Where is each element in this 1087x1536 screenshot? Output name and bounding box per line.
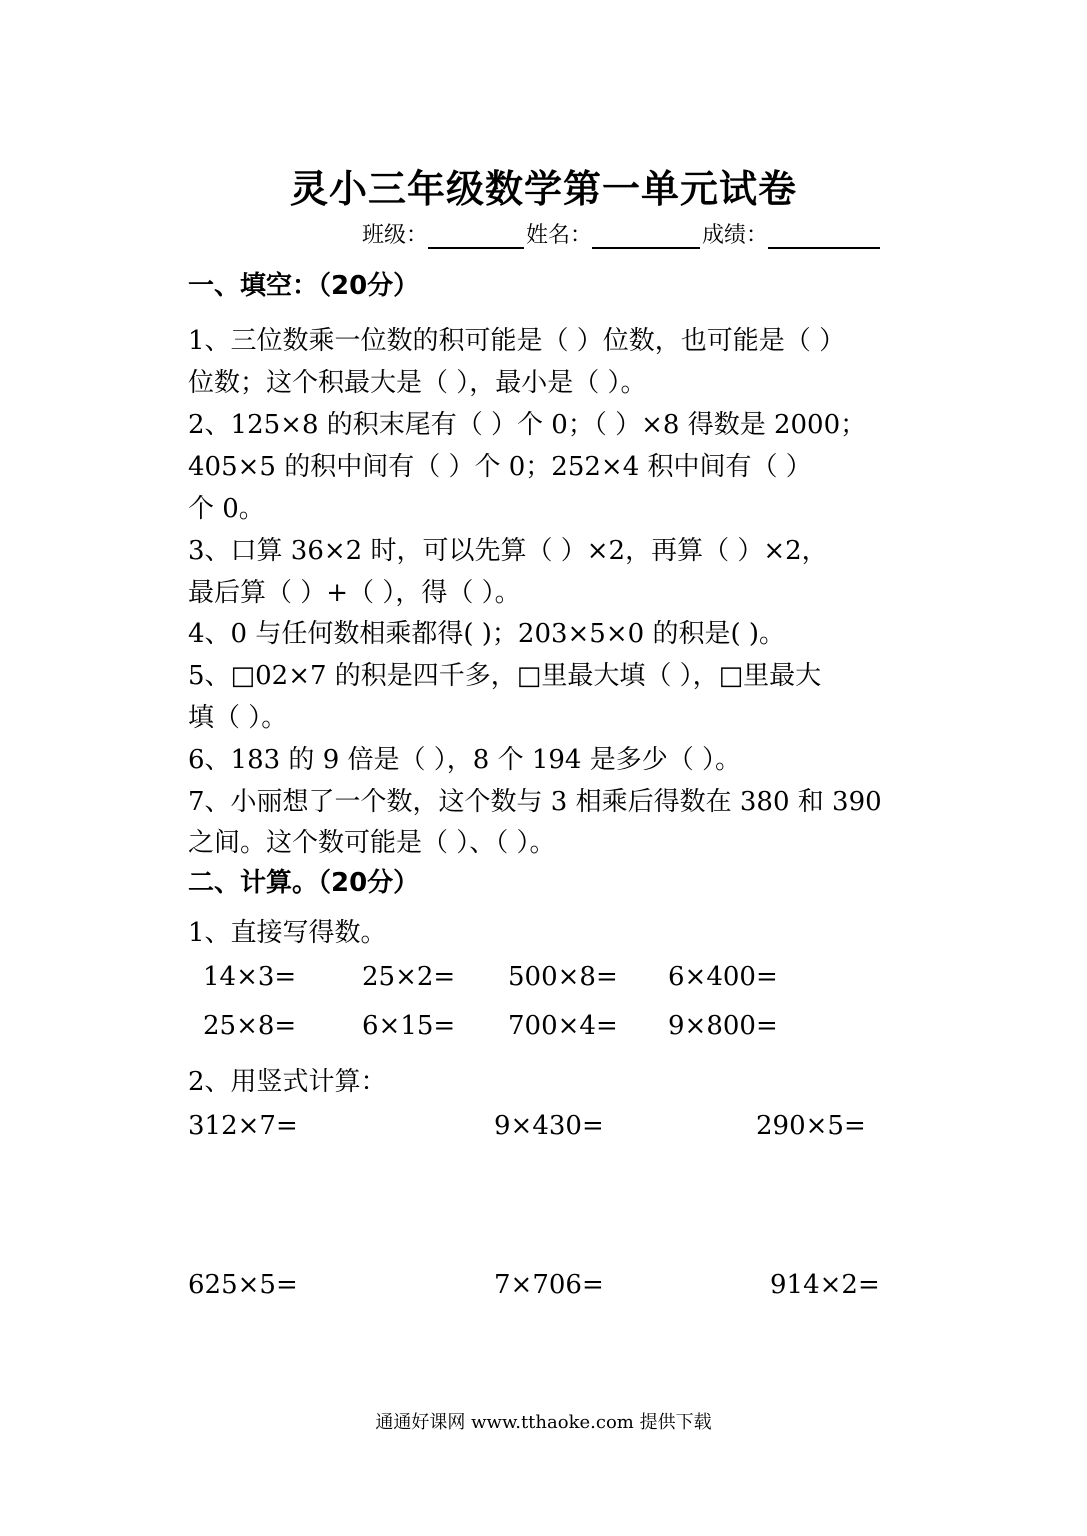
vertical-problem: 9×430= xyxy=(494,1111,604,1141)
question-line: 个 0。 xyxy=(188,494,265,524)
question-line: 1、三位数乘一位数的积可能是（ ）位数，也可能是（ ） xyxy=(188,326,846,356)
score-label: 成绩： xyxy=(702,223,769,248)
question-line: 4、0 与任何数相乘都得( )；203×5×0 的积是( )。 xyxy=(188,619,785,649)
question-line: 填（ ）。 xyxy=(188,703,288,733)
oral-problem: 14×3= xyxy=(203,962,297,992)
oral-problem: 500×8= xyxy=(508,962,618,992)
student-info xyxy=(362,218,882,249)
name-blank[interactable] xyxy=(592,225,700,249)
vertical-problem: 625×5= xyxy=(188,1270,298,1300)
question-line: 5、□02×7 的积是四千多，□里最大填（ ），□里最大 xyxy=(188,661,822,691)
page-title: 灵小三年级数学第一单元试卷 xyxy=(289,167,797,211)
question-line: 最后算（ ）+（ ），得（ ）。 xyxy=(188,578,521,608)
oral-problem: 9×800= xyxy=(668,1011,778,1041)
section-fill-blank-heading: 一、填空：（20分） xyxy=(188,271,420,301)
question-line: 2、125×8 的积末尾有（ ）个 0；（ ）×8 得数是 2000； xyxy=(188,410,867,440)
question-line: 3、口算 36×2 时，可以先算（ ）×2，再算（ ）×2， xyxy=(188,536,828,566)
oral-problem: 6×15= xyxy=(362,1011,456,1041)
score-blank[interactable] xyxy=(768,225,880,249)
name-label: 姓名： xyxy=(526,223,593,248)
question-line: 6、183 的 9 倍是（ ），8 个 194 是多少（ ）。 xyxy=(188,745,741,775)
question-line: 之间。这个数可能是（ ）、（ ）。 xyxy=(188,828,556,858)
vertical-problem: 914×2= xyxy=(770,1270,880,1300)
class-label: 班级： xyxy=(362,223,429,248)
question-line: 405×5 的积中间有（ ）个 0；252×4 积中间有（ ） xyxy=(188,452,812,482)
footer-source-text: 通通好课网 www.tthaoke.com 提供下载 xyxy=(375,1412,712,1433)
vertical-problem: 312×7= xyxy=(188,1111,298,1141)
oral-problem: 25×2= xyxy=(362,962,456,992)
question-line: 7、小丽想了一个数，这个数与 3 相乘后得数在 380 和 390 xyxy=(188,787,882,817)
question-line: 位数；这个积最大是（ ），最小是（ ）。 xyxy=(188,368,647,398)
subsection-vertical-heading: 2、用竖式计算： xyxy=(188,1067,387,1097)
vertical-problem: 7×706= xyxy=(494,1270,604,1300)
oral-problem: 25×8= xyxy=(203,1011,297,1041)
subsection-oral-heading: 1、直接写得数。 xyxy=(188,918,387,948)
oral-problem: 6×400= xyxy=(668,962,778,992)
section-calculation-heading: 二、计算。（20分） xyxy=(188,868,420,898)
vertical-problem: 290×5= xyxy=(756,1111,866,1141)
class-blank[interactable] xyxy=(428,225,524,249)
oral-problem: 700×4= xyxy=(508,1011,618,1041)
